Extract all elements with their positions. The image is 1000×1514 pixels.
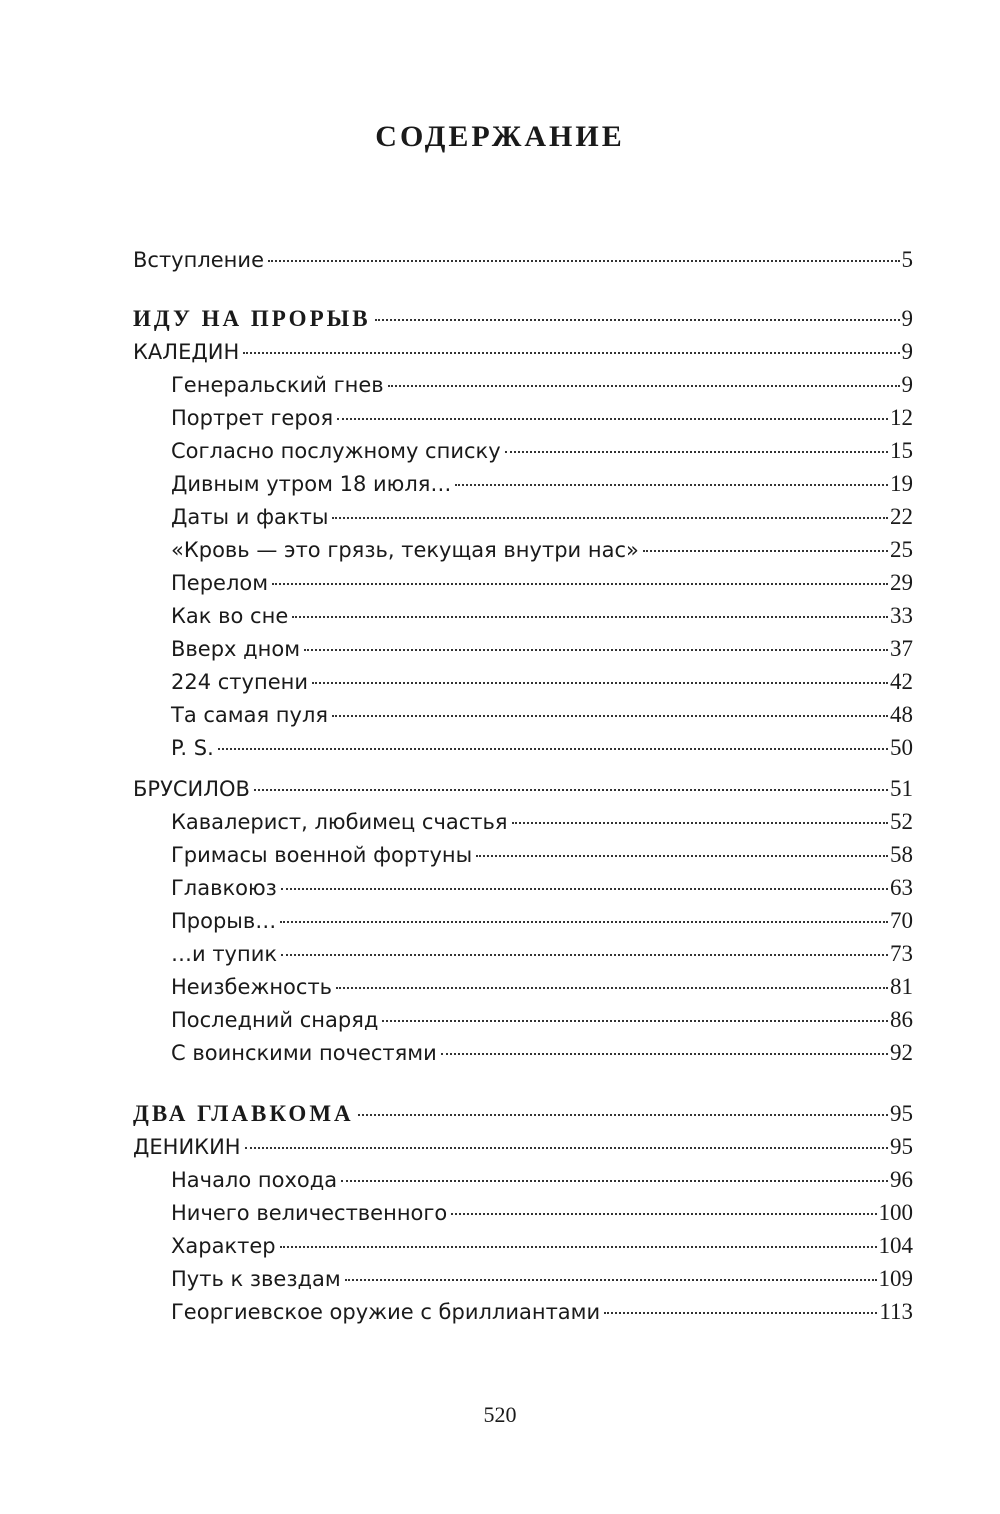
- toc-section-label: Георгиевское оружие с бриллиантами: [171, 1300, 601, 1324]
- toc-section[interactable]: [133, 570, 913, 603]
- dot-leader: [280, 1246, 877, 1248]
- toc-page-number: 42: [890, 669, 913, 694]
- toc-section-label: Та самая пуля: [171, 703, 329, 727]
- toc-chapter-brusilov[interactable]: [133, 776, 913, 809]
- toc-page-number: 58: [890, 842, 913, 867]
- dot-leader: [281, 954, 888, 956]
- toc-page-number: 100: [878, 1200, 913, 1225]
- page-number: 520: [483, 1402, 517, 1427]
- dot-leader: [388, 385, 900, 387]
- dot-leader: [476, 855, 888, 857]
- toc-section[interactable]: [133, 1266, 913, 1299]
- toc-page-number: 81: [890, 974, 913, 999]
- dot-leader: [280, 921, 888, 923]
- toc-page-number: 86: [890, 1007, 913, 1032]
- toc-section[interactable]: [133, 1200, 913, 1233]
- dot-leader: [382, 1020, 888, 1022]
- toc-chapter-denikin[interactable]: [133, 1134, 913, 1167]
- toc-page-number: 95: [890, 1101, 913, 1126]
- toc-section-label: Путь к звездам: [171, 1267, 341, 1291]
- dot-leader: [345, 1279, 877, 1281]
- toc-section[interactable]: [133, 669, 913, 702]
- toc-part-1[interactable]: [133, 306, 913, 339]
- dot-leader: [304, 649, 888, 651]
- dot-leader: [272, 583, 888, 585]
- toc-page-number: 70: [890, 908, 913, 933]
- toc-section-label: Гримасы военной фортуны: [171, 843, 473, 867]
- toc-chapter-label: КАЛЕДИН: [133, 340, 240, 364]
- dot-leader: [643, 550, 888, 552]
- toc-section-label: Перелом: [171, 571, 269, 595]
- toc-page-number: 95: [890, 1134, 913, 1159]
- toc-section[interactable]: [133, 842, 913, 875]
- dot-leader: [441, 1053, 888, 1055]
- toc-page-number: 109: [878, 1266, 913, 1291]
- dot-leader: [512, 822, 888, 824]
- toc-section[interactable]: [133, 1299, 913, 1332]
- toc-entry-introduction[interactable]: [133, 247, 913, 280]
- toc-section-label: Дивным утром 18 июля…: [171, 472, 452, 496]
- toc-section-label: Кавалерист, любимец счастья: [171, 810, 508, 834]
- toc-section[interactable]: [133, 471, 913, 504]
- toc-section-label: Характер: [171, 1234, 276, 1258]
- toc-page-number: 9: [901, 339, 913, 364]
- toc-page-number: 29: [890, 570, 913, 595]
- toc-page-number: 52: [890, 809, 913, 834]
- toc-section[interactable]: [133, 537, 913, 570]
- dot-leader: [505, 451, 888, 453]
- dot-leader: [281, 888, 888, 890]
- dot-leader: [254, 789, 888, 791]
- toc-chapter-label: ДЕНИКИН: [133, 1135, 241, 1159]
- toc-entry-label: Вступление: [133, 248, 264, 272]
- dot-leader: [336, 987, 888, 989]
- toc-page-number: 9: [901, 306, 913, 331]
- toc-section-label: «Кровь — это грязь, текущая внутри нас»: [171, 538, 639, 562]
- dot-leader: [604, 1312, 877, 1314]
- toc-section-label: Как во сне: [171, 604, 289, 628]
- dot-leader: [332, 517, 888, 519]
- toc-section[interactable]: [133, 405, 913, 438]
- toc-page-number: 104: [878, 1233, 913, 1258]
- dot-leader: [455, 484, 888, 486]
- toc-section-label: P. S.: [171, 736, 214, 760]
- dot-leader: [341, 1180, 888, 1182]
- toc-section-label: Последний снаряд: [171, 1008, 379, 1032]
- toc-section[interactable]: [133, 1233, 913, 1266]
- dot-leader: [337, 418, 888, 420]
- toc-section-label: Согласно послужному списку: [171, 439, 501, 463]
- dot-leader: [292, 616, 888, 618]
- toc-page-number: 5: [901, 247, 913, 272]
- toc-section[interactable]: [133, 1040, 913, 1073]
- toc-page-number: 96: [890, 1167, 913, 1192]
- dot-leader: [358, 1114, 888, 1116]
- toc-section[interactable]: [133, 1007, 913, 1040]
- toc-page-number: 12: [890, 405, 913, 430]
- toc-section[interactable]: [133, 809, 913, 842]
- toc-page-number: 63: [890, 875, 913, 900]
- dot-leader: [332, 715, 888, 717]
- toc-page-number: 50: [890, 735, 913, 760]
- toc-page-number: 25: [890, 537, 913, 562]
- toc-section-label: …и тупик: [171, 942, 278, 966]
- dot-leader: [312, 682, 888, 684]
- toc-page-number: 15: [890, 438, 913, 463]
- toc-page-number: 19: [890, 471, 913, 496]
- toc-page-number: 33: [890, 603, 913, 628]
- toc-page-number: 48: [890, 702, 913, 727]
- toc-section-label: Портрет героя: [171, 406, 334, 430]
- toc-chapter-label: БРУСИЛОВ: [133, 777, 250, 801]
- toc-section-label: Прорыв…: [171, 909, 277, 933]
- toc-part-label: ДВА ГЛАВКОМА: [133, 1101, 354, 1126]
- toc-section-label: Ничего величественного: [171, 1201, 448, 1225]
- toc-section[interactable]: [133, 603, 913, 636]
- toc-section-label: Главкоюз: [171, 876, 277, 900]
- toc-section[interactable]: [133, 908, 913, 941]
- toc-section-label: Вверх дном: [171, 637, 301, 661]
- toc-section[interactable]: [133, 504, 913, 537]
- toc-section[interactable]: [133, 1167, 913, 1200]
- toc-page-number: 92: [890, 1040, 913, 1065]
- dot-leader: [375, 319, 900, 321]
- toc-page-number: 73: [890, 941, 913, 966]
- toc-section-label: Неизбежность: [171, 975, 333, 999]
- toc-section-label: Начало похода: [171, 1168, 338, 1192]
- toc-page-number: 113: [879, 1299, 913, 1324]
- toc-part-2[interactable]: [133, 1101, 913, 1134]
- toc-section[interactable]: [133, 875, 913, 908]
- table-of-contents: [133, 247, 913, 1332]
- dot-leader: [245, 1147, 888, 1149]
- dot-leader: [451, 1213, 876, 1215]
- dot-leader: [218, 748, 888, 750]
- toc-page-number: 9: [901, 372, 913, 397]
- toc-section-label: Генеральский гнев: [171, 373, 384, 397]
- toc-page-number: 22: [890, 504, 913, 529]
- toc-section[interactable]: [133, 974, 913, 1007]
- toc-section[interactable]: [133, 636, 913, 669]
- toc-page-number: 51: [890, 776, 913, 801]
- page-title: СОДЕРЖАНИЕ: [375, 120, 625, 153]
- toc-section[interactable]: [133, 372, 913, 405]
- dot-leader: [268, 260, 900, 262]
- toc-section[interactable]: [133, 941, 913, 974]
- toc-section-label: 224 ступени: [171, 670, 308, 694]
- toc-section-label: Даты и факты: [171, 505, 329, 529]
- toc-page-number: 37: [890, 636, 913, 661]
- toc-chapter-kaledin[interactable]: [133, 339, 913, 372]
- toc-section-label: С воинскими почестями: [171, 1041, 437, 1065]
- toc-section[interactable]: [133, 702, 913, 735]
- toc-section[interactable]: [133, 438, 913, 471]
- toc-section[interactable]: [133, 735, 913, 768]
- toc-part-label: ИДУ НА ПРОРЫВ: [133, 306, 371, 331]
- dot-leader: [243, 352, 899, 354]
